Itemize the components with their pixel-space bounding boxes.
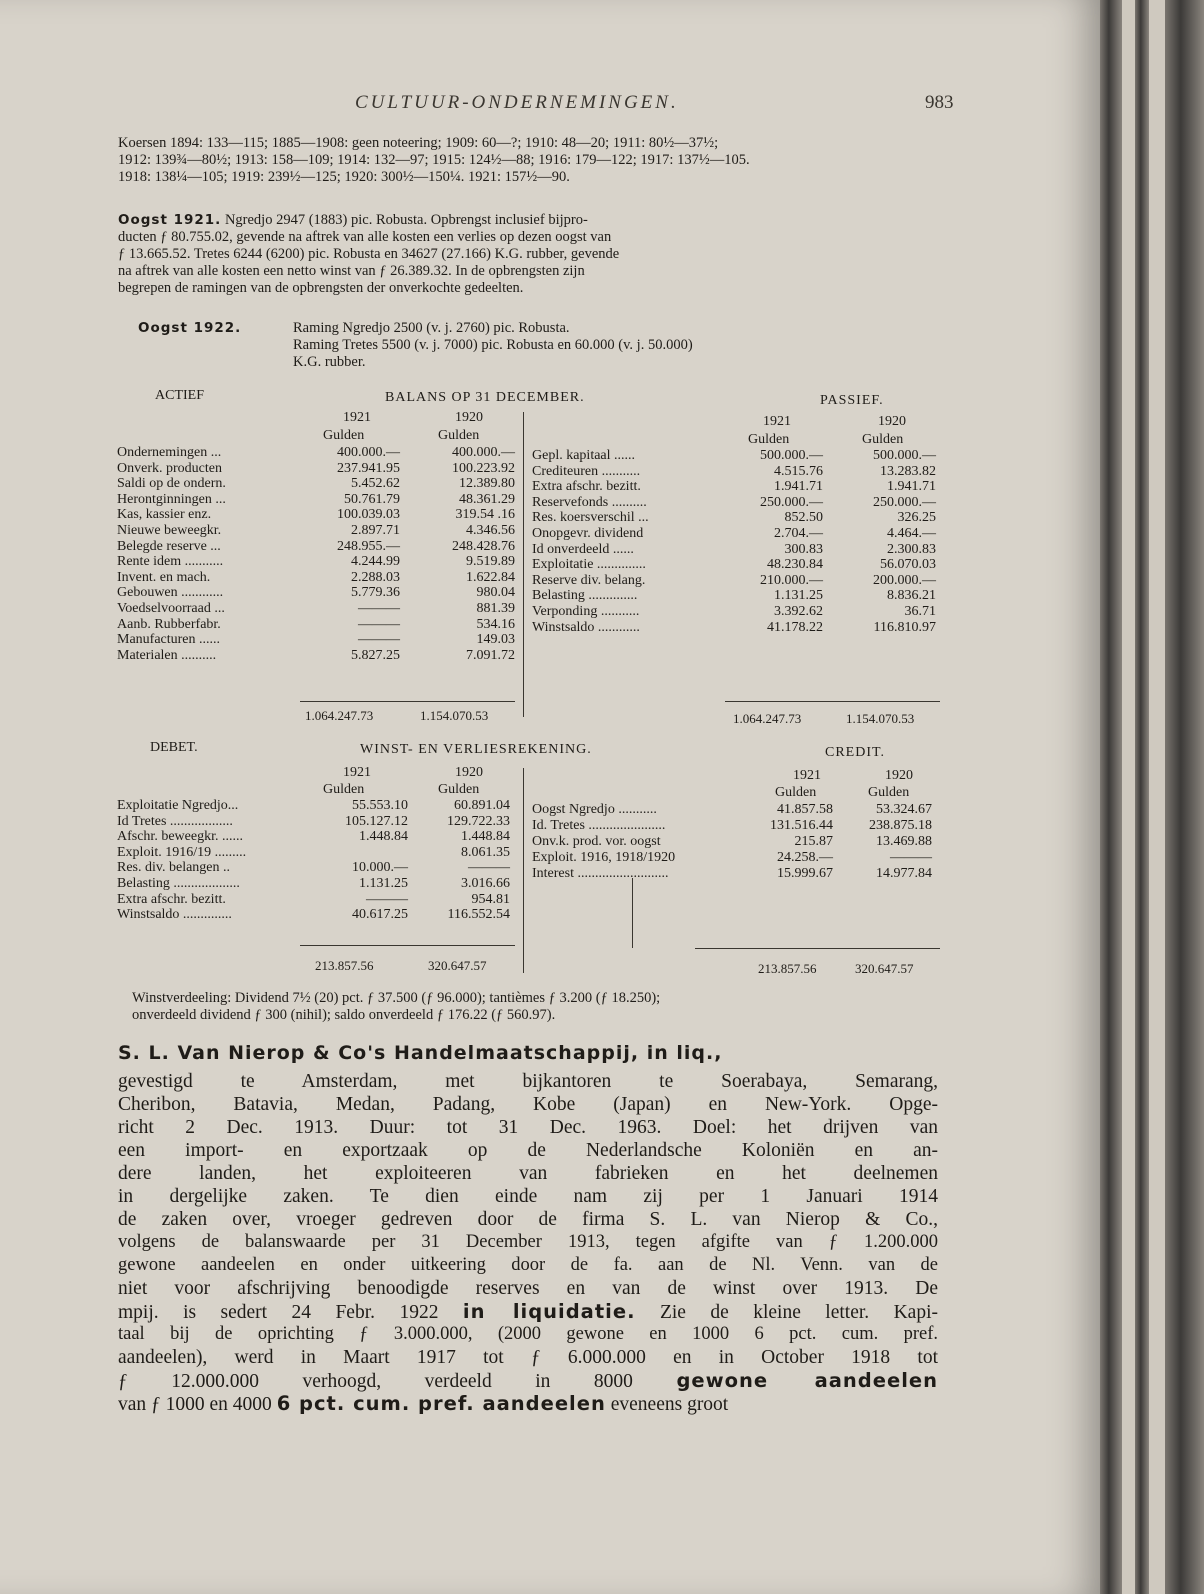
value-1920: ——— [468,860,510,876]
row-label: Gepl. kapitaal ...... [532,448,636,463]
book-edge [1100,0,1122,1594]
value-1920: 980.04 [476,585,515,601]
row-label: Id onverdeeld ...... [532,541,634,557]
value-1921: 2.288.03 [351,569,400,585]
value-1921: 248.955.— [337,538,400,554]
value-1920: 248.428.76 [452,538,515,554]
total-rule [695,948,940,949]
company-section [118,1042,938,1415]
value-1921: 4.515.76 [774,463,823,479]
value-1921: 15.999.67 [777,866,833,881]
value-1920: 60.891.04 [454,798,510,813]
row-label: Voedselvoorraad ... [117,601,225,616]
row-label: Reserve div. belang. [532,572,646,588]
value-1920: 13.469.88 [876,834,932,849]
value-1920: 3.016.66 [461,876,510,891]
row-label: Exploitatie Ngredjo... [117,798,239,813]
row-label: Nieuwe beweegkr. [117,523,222,538]
company-line: dere landen, het exploiteeren van fabrieken en het deelnemen [118,1163,938,1184]
row-label: Rente idem ........... [117,554,224,570]
value-1920: 4.464.— [887,526,936,541]
value-1920: 200.000.— [873,572,936,588]
unit-label: Gulden [438,782,480,797]
row-label: Manufacturen ...... [117,632,221,648]
total-rule [300,945,515,946]
value-1920: 1.448.84 [461,829,510,845]
year-1921: 1921 [343,410,371,425]
value-1921: 131.516.44 [770,818,833,833]
value-1920: 7.091.72 [466,647,515,663]
value-1921: 215.87 [794,834,833,849]
value-1920: 116.552.54 [447,907,510,923]
row-label: Herontginningen ... [117,491,226,507]
year-1921: 1921 [763,414,791,429]
value-1921: 2.704.— [774,526,823,541]
value-1920: 319.54 .16 [455,507,515,523]
row-label: Materialen .......... [117,647,217,663]
book-edge [1165,0,1204,1594]
balance-total: 1.154.070.53 [846,711,915,726]
company-line: van ƒ 1000 en 4000 6 pct. cum. pref. aandeelen eveneens groot [118,1392,729,1415]
value-1920: 116.810.97 [873,619,936,635]
row-label: Winstsaldo .............. [117,907,232,923]
year-1920: 1920 [885,768,913,783]
row-label: Reservefonds .......... [532,494,647,510]
value-1921: 210.000.— [760,572,823,588]
value-1920: 8.061.35 [461,844,510,860]
row-label: Winstsaldo ............ [532,619,640,635]
oogst-1921-line: begrepen de ramingen van de opbrengsten der onverkochte gedeelten. [118,280,524,296]
year-1921: 1921 [793,768,821,783]
balance-title: BALANS OP 31 DECEMBER. [385,390,585,405]
value-1921: 24.258.— [777,850,833,865]
value-1921: 100.039.03 [337,507,400,523]
oogst-1921-line: na aftrek van alle kosten een netto winst van ƒ 26.389.32. In de opbrengsten zijn [118,263,585,279]
profit-loss-total: 320.647.57 [428,958,487,973]
unit-label: Gulden [323,782,365,797]
value-1920: 14.977.84 [876,866,932,881]
value-1921: 1.131.25 [774,588,823,604]
value-1921: 852.50 [784,510,823,526]
oogst-1921-line: Ngredjo 2947 (1883) pic. Robusta. Opbrengst inclusief bijpro- [224,212,588,228]
company-line: de zaken over, vroeger gedreven door de firma S. L. van Nierop & Co., [118,1209,938,1230]
company-line: in dergelijke zaken. Te dien einde nam zij per 1 Januari 1914 [118,1186,938,1207]
value-1920: 13.283.82 [880,463,936,479]
winstverdeeling-line: Winstverdeeling: Dividend 7½ (20) pct. ƒ 37.500 (ƒ 96.000); tantièmes ƒ 3.200 (ƒ 18.250); [132,990,661,1006]
value-1921: 2.897.71 [351,523,400,538]
row-label: Res. koersverschil ... [532,510,649,526]
oogst-1921-label: Oogst 1921. [118,212,222,228]
row-label: Belasting .............. [532,588,638,604]
value-1921: 250.000.— [760,494,823,510]
value-1921: 4.244.99 [351,554,400,570]
value-1920: 12.389.80 [459,476,515,492]
row-label: Belegde reserve ... [117,538,221,554]
company-line: aandeelen), werd in Maart 1917 tot ƒ 6.000.000 en in October 1918 tot [118,1347,938,1368]
value-1921: 500.000.— [760,448,823,463]
oogst-1921-line: ƒ 13.665.52. Tretes 6244 (6200) pic. Robusta en 34627 (27.166) K.G. rubber, gevende [118,246,620,262]
value-1920: 326.25 [897,510,936,526]
row-label: Kas, kassier enz. [117,507,212,523]
koersen-line: Koersen 1894: 133—115; 1885—1908: geen noteering; 1909: 60—?; 1910: 48—20; 1911: 80½—37½; [118,135,719,151]
company-line: Cheribon, Batavia, Medan, Padang, Kobe (Japan) en New-York. Opge- [118,1094,938,1115]
value-1920: 400.000.— [452,445,515,460]
row-label: Onverk. producten [117,460,222,476]
year-1921: 1921 [343,765,371,780]
oogst-1922-line: Raming Ngredjo 2500 (v. j. 2760) pic. Robusta. [293,320,570,336]
row-label: Exploit. 1916, 1918/1920 [532,850,676,865]
balance-total: 1.064.247.73 [305,708,374,723]
value-1920: 1.622.84 [466,569,515,585]
row-label: Exploit. 1916/19 ......... [117,844,247,860]
value-1920: 36.71 [904,604,936,619]
value-1921: ——— [358,601,400,616]
year-1920: 1920 [878,414,906,429]
winstverdeeling-paragraph [132,990,962,1024]
value-1921: 5.827.25 [351,647,400,663]
value-1921: ——— [358,632,400,648]
value-1921: 237.941.95 [337,460,400,476]
actief-heading: ACTIEF [155,388,204,403]
company-line: richt 2 Dec. 1913. Duur: tot 31 Dec. 1963. Doel: het drijven van [118,1117,938,1138]
profit-loss-total: 213.857.56 [315,958,374,973]
column-divider [632,878,633,948]
row-label: Crediteuren ........... [532,463,641,479]
value-1920: 4.346.56 [466,523,515,538]
row-label: Afschr. beweegkr. ...... [117,829,243,845]
value-1921: 1.941.71 [774,479,823,495]
page-number: 983 [925,92,954,113]
company-line: volgens de balanswaarde per 31 December 1913, tegen afgifte van ƒ 1.200.000 [118,1232,938,1252]
pref-aandeelen-bold: 6 pct. cum. pref. aandeelen [276,1392,606,1415]
balance-total: 1.154.070.53 [420,708,489,723]
value-1920: 238.875.18 [869,818,932,833]
company-line: gewone aandeelen en onder uitkeering door de fa. aan de Nl. Venn. van de [118,1255,938,1275]
value-1921: 400.000.— [337,445,400,460]
debet-heading: DEBET. [150,740,198,755]
value-1921: ——— [358,616,400,632]
winstverdeeling-line: onverdeeld dividend ƒ 300 (nihil); saldo onverdeeld ƒ 176.22 (ƒ 560.97). [132,1007,556,1023]
value-1920: 250.000.— [873,494,936,510]
row-label: Belasting ................... [117,876,240,891]
profit-loss-total: 213.857.56 [758,961,817,976]
company-line: gevestigd te Amsterdam, met bijkantoren te Soerabaya, Semarang, [118,1071,938,1092]
row-label: Id. Tretes ...................... [532,818,666,833]
value-1921: 1.448.84 [359,829,408,845]
unit-label: Gulden [868,785,910,800]
unit-label: Gulden [775,785,817,800]
row-label: Id Tretes .................. [117,813,233,829]
row-label: Onv.k. prod. vor. oogst [532,834,661,849]
profit-loss-title: WINST- EN VERLIESREKENING. [360,742,592,757]
row-label: Oogst Ngredjo ........... [532,802,657,817]
unit-label: Gulden [862,432,904,447]
value-1920: 48.361.29 [459,491,515,507]
value-1921: ——— [366,891,408,907]
oogst-1922-line: K.G. rubber. [293,354,366,370]
value-1921: 3.392.62 [774,604,823,619]
company-heading: S. L. Van Nierop & Co's Handelmaatschappij, in liq., [118,1042,723,1064]
value-1920: 881.39 [476,601,515,616]
koersen-line: 1912: 139¾—80½; 1913: 158—109; 1914: 132—97; 1915: 124½—88; 1916: 179—122; 1917: 137½—105. [118,152,750,168]
value-1921: 40.617.25 [352,907,408,923]
value-1920: 9.519.89 [466,554,515,570]
value-1921: 105.127.12 [345,813,408,829]
value-1920: 2.300.83 [887,541,936,557]
credit-heading: CREDIT. [825,745,886,760]
balance-total: 1.064.247.73 [733,711,802,726]
value-1920: 1.941.71 [887,479,936,495]
company-line: niet voor afschrijving benoodigde reserves en van de winst over 1913. De [118,1278,938,1299]
liquidatie-bold: in liquidatie. [462,1300,636,1323]
value-1920: 53.324.67 [876,802,932,817]
column-divider [523,768,524,973]
value-1921: 41.178.22 [767,619,823,635]
row-label: Onopgevr. dividend [532,526,644,541]
value-1920: 129.722.33 [447,813,510,829]
value-1921: 50.761.79 [344,491,400,507]
row-label: Saldi op de ondern. [117,476,226,492]
value-1920: 534.16 [476,616,515,632]
oogst-1922-line: Raming Tretes 5500 (v. j. 7000) pic. Robusta en 60.000 (v. j. 50.000) [293,337,693,353]
passief-heading: PASSIEF. [820,393,884,408]
value-1921: 10.000.— [352,860,408,876]
value-1921: 48.230.84 [767,557,823,573]
value-1920: 8.836.21 [887,588,936,604]
year-1920: 1920 [455,765,483,780]
row-label: Exploitatie .............. [532,557,646,573]
row-label: Ondernemingen ... [117,445,222,460]
value-1921: 55.553.10 [352,798,408,813]
row-label: Interest .......................... [532,866,669,881]
row-label: Verponding ........... [532,604,640,619]
value-1920: 100.223.92 [452,460,515,476]
oogst-1922-label: Oogst 1922. [138,320,242,336]
row-label: Extra afschr. bezitt. [532,479,641,495]
value-1921: 5.452.62 [351,476,400,492]
unit-label: Gulden [438,428,480,443]
unit-label: Gulden [323,428,365,443]
value-1920: 500.000.— [873,448,936,463]
row-label: Aanb. Rubberfabr. [117,616,221,632]
row-label: Gebouwen ............ [117,585,224,601]
row-label: Extra afschr. bezitt. [117,891,226,907]
value-1920: 56.070.03 [880,557,936,573]
year-1920: 1920 [455,410,483,425]
value-1921: 41.857.58 [777,802,833,817]
value-1920: 954.81 [471,891,510,907]
value-1920: ——— [890,850,932,865]
value-1921: 1.131.25 [359,876,408,891]
koersen-line: 1918: 138¼—105; 1919: 239½—125; 1920: 300½—150¼. 1921: 157½—90. [118,169,570,185]
row-label: Res. div. belangen .. [117,860,231,876]
company-line: taal bij de oprichting ƒ 3.000.000, (2000 gewone en 1000 6 pct. cum. pref. [118,1324,938,1344]
row-label: Invent. en mach. [117,569,211,585]
profit-loss-total: 320.647.57 [855,961,914,976]
value-1921: 5.779.36 [351,585,400,601]
company-line: een import- en exportzaak op de Nederlandsche Koloniën en an- [118,1140,938,1161]
book-edge [1135,0,1149,1594]
gewone-aandeelen-bold: gewone aandeelen [676,1369,938,1392]
value-1920: 149.03 [476,632,515,648]
oogst-1921-line: ducten ƒ 80.755.02, gevende na aftrek van alle kosten een verlies op dezen oogst van [118,229,612,245]
value-1921: 300.83 [784,541,823,557]
company-line: mpij. is sedert 24 Febr. 1922 in liquidatie. Zie de kleine letter. Kapi- [118,1300,938,1323]
running-title: CULTUUR-ONDERNEMINGEN. [355,92,679,113]
company-line: ƒ 12.000.000 verhoogd, verdeeld in 8000 gewone aandeelen [118,1369,938,1392]
unit-label: Gulden [748,432,790,447]
